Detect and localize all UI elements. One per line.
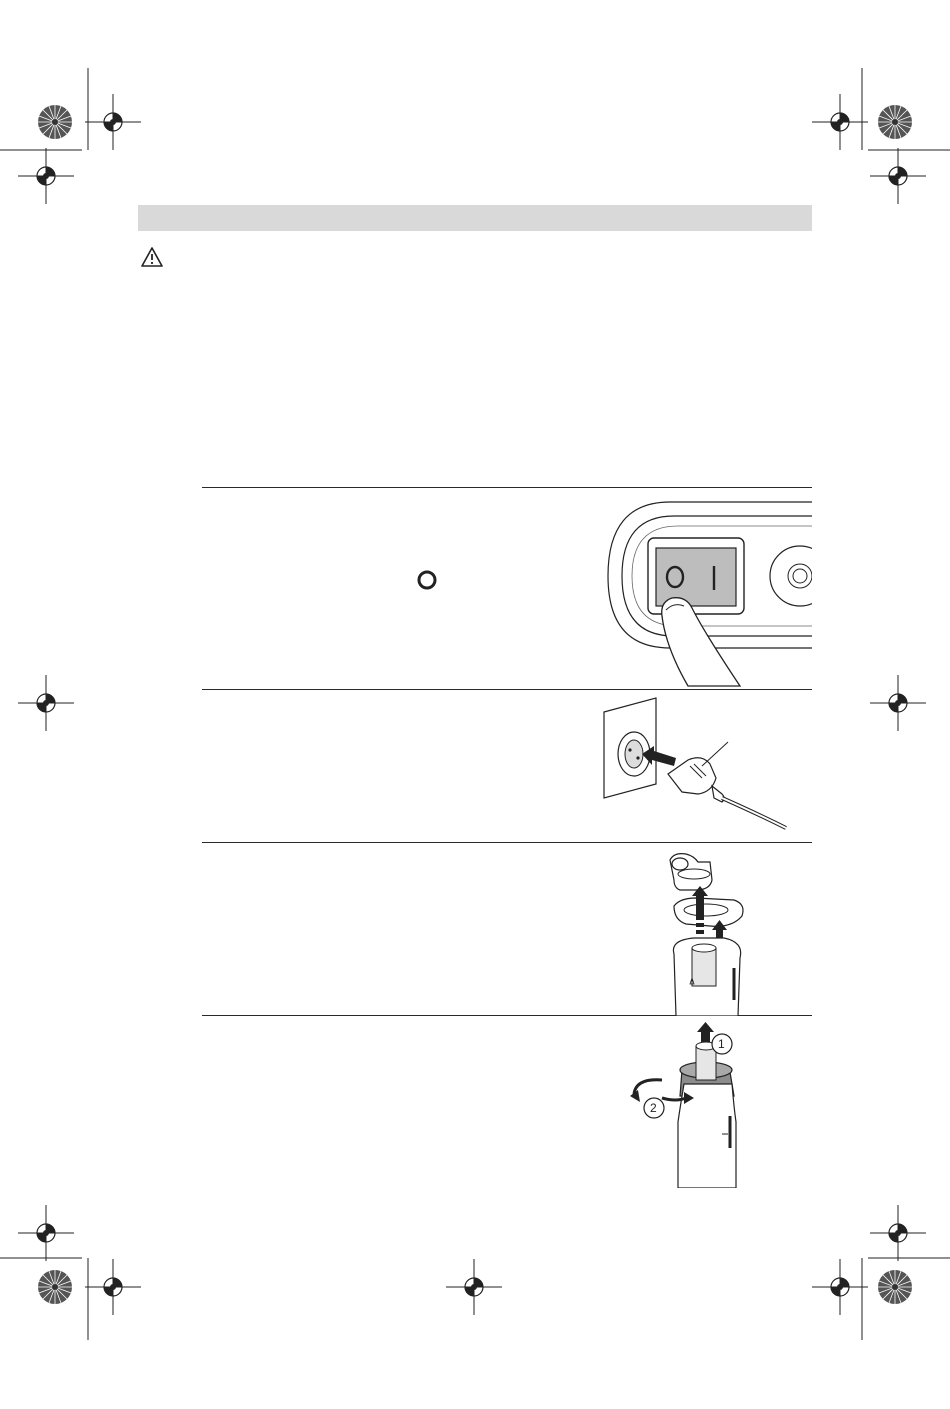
step-2-divider (202, 689, 812, 690)
section-header-bar (138, 205, 812, 231)
unplug-illustration (598, 694, 794, 838)
callout-2: 2 (650, 1101, 657, 1115)
remove-cap-illustration (650, 850, 760, 1016)
twist-lift-illustration (628, 1022, 748, 1188)
power-switch-illustration (600, 498, 812, 688)
step-3-divider (202, 842, 812, 843)
step-1-divider (202, 487, 812, 488)
callout-1: 1 (718, 1037, 725, 1051)
off-symbol-icon (416, 569, 438, 591)
warning-triangle-icon (140, 246, 164, 268)
